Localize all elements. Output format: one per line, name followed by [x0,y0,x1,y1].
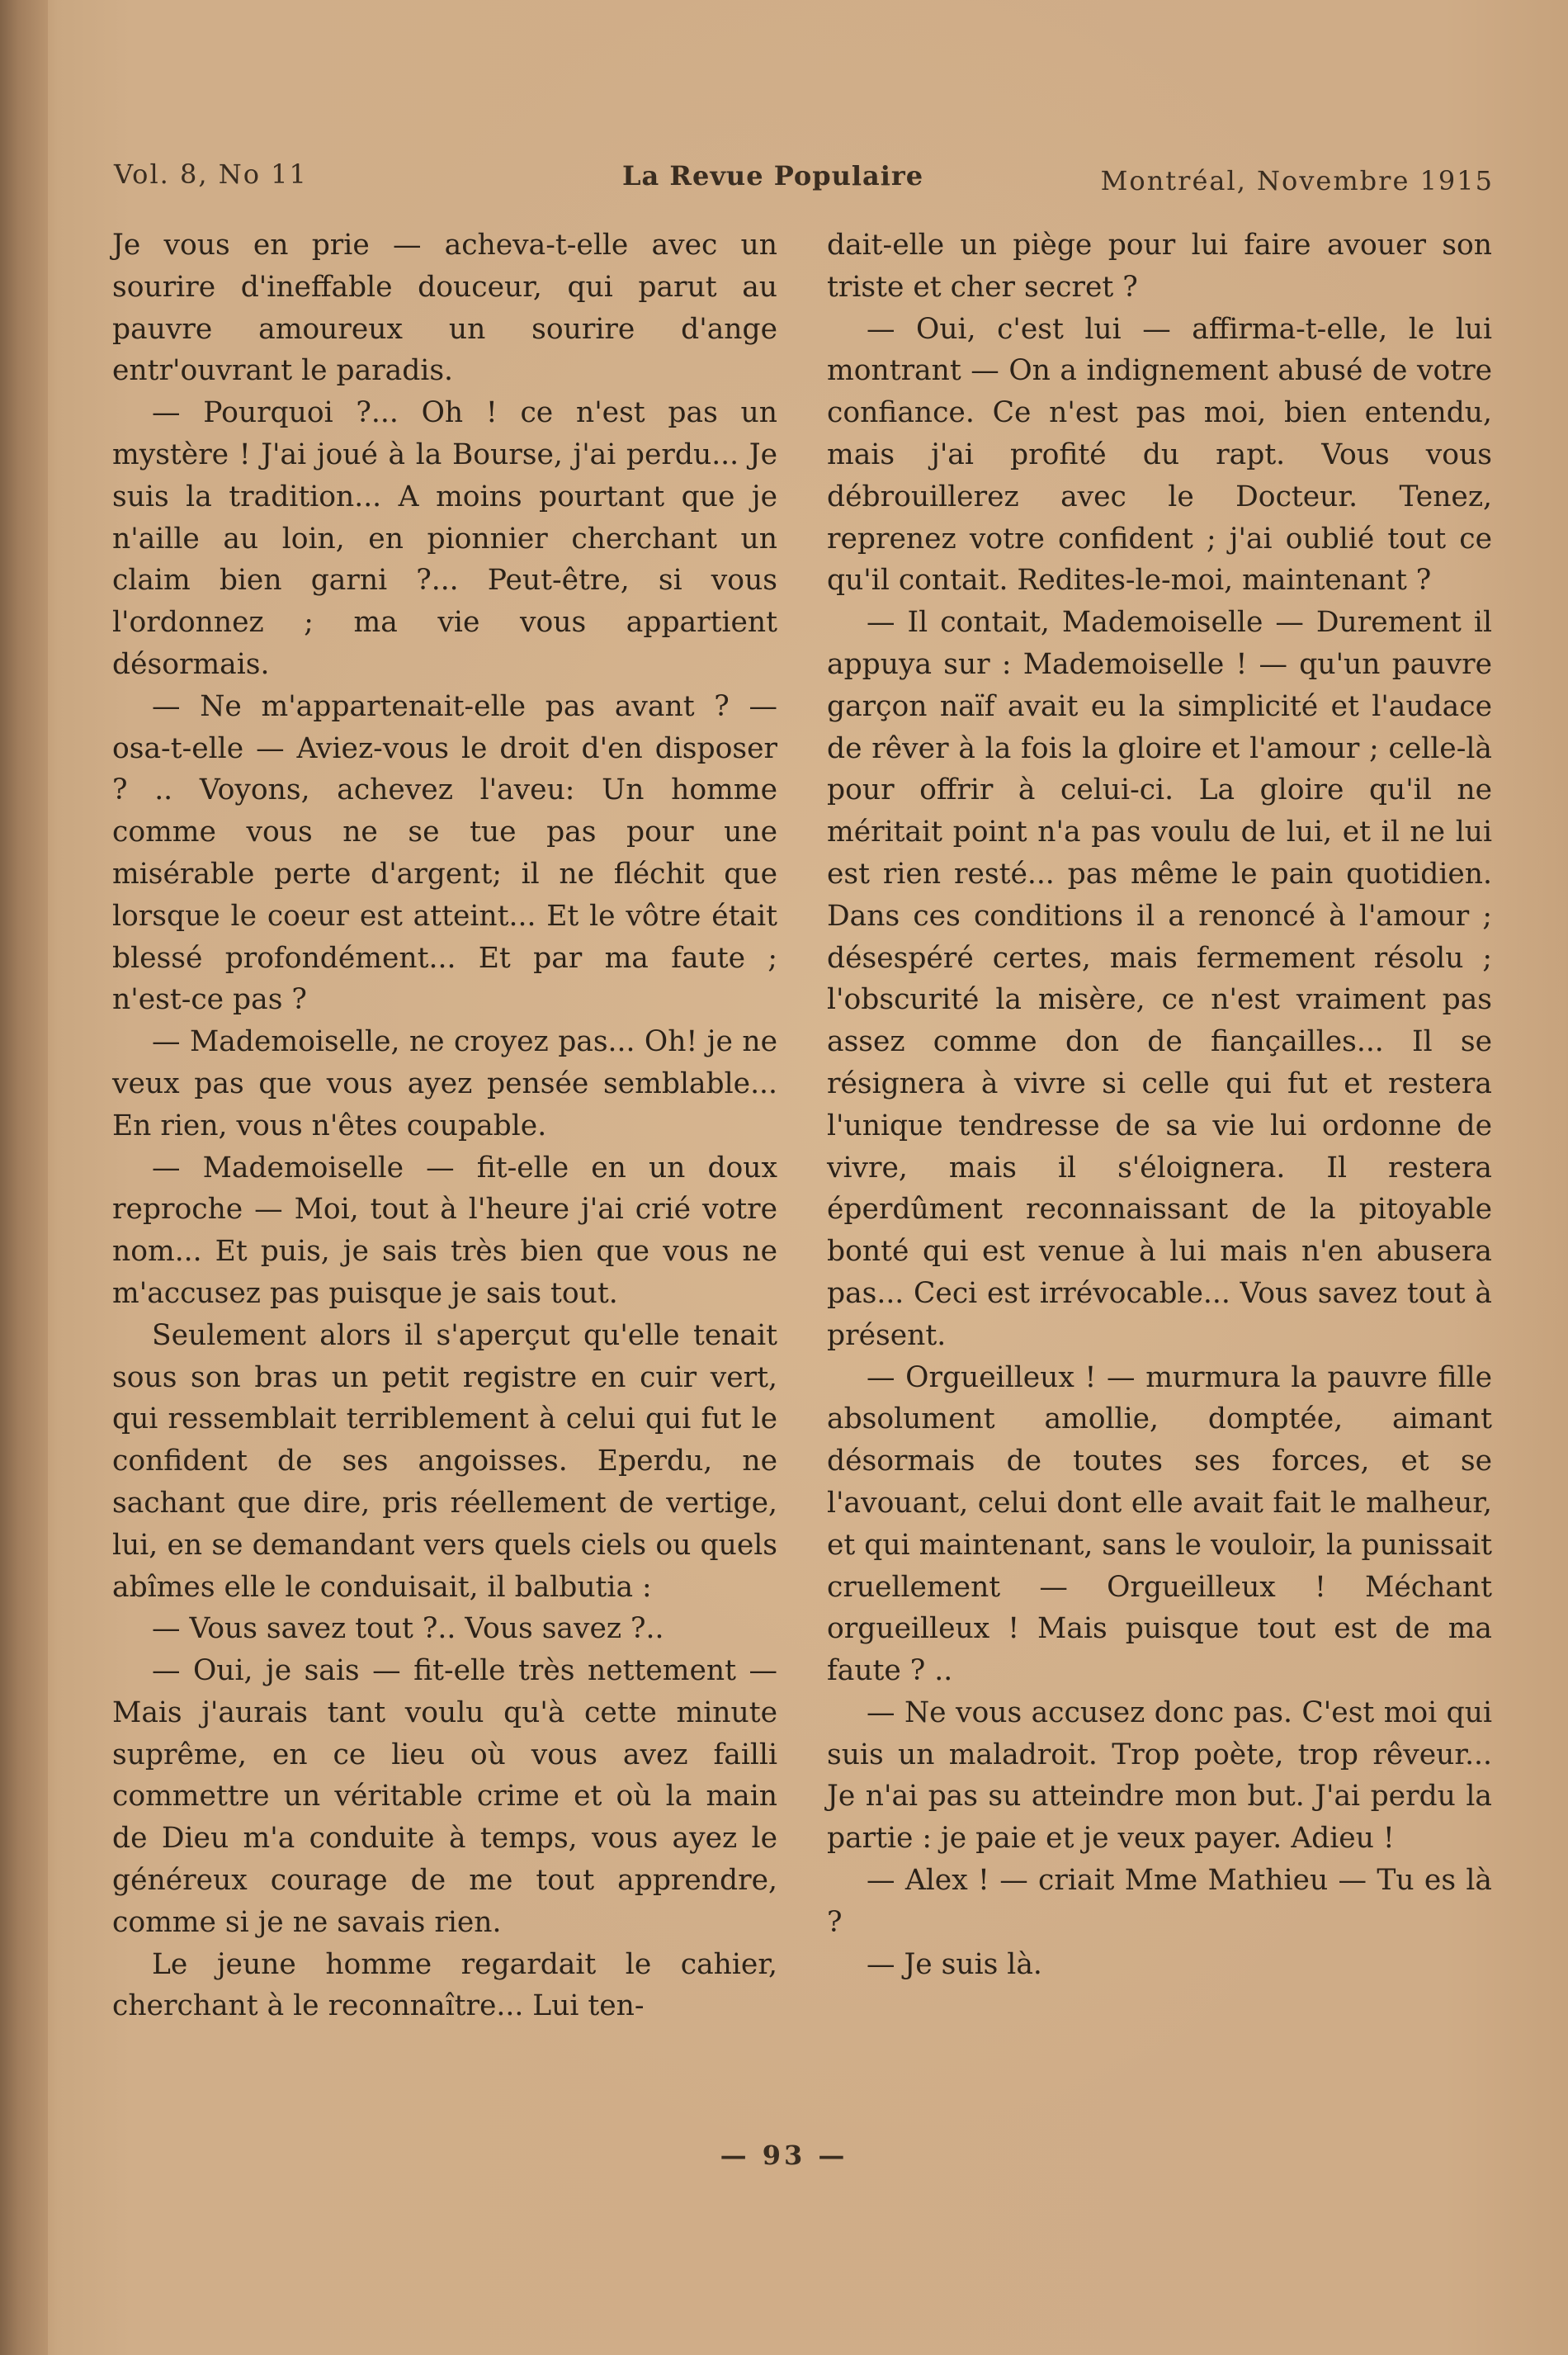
paragraph: — Ne m'appartenait-elle pas avant ? — osa-t-elle — Aviez-vous le droit d'en disposer ? .. Voyons, achevez l'aveu: Un homme comme vous ne se tue pas pour une misérable perte d'argent; il ne fléchit que lorsque le coeur est atteint... Et le vôtre était blessé profondément... Et par ma faute ; n'est-ce pas ? [112,689,777,1017]
paragraph: — Orgueilleux ! — murmura la pauvre fille absolument amollie, domptée, aimant désormais de toutes ses forces, et se l'avouant, celui dont elle avait fait le malheur, et qui maintenant, sans le vouloir, la punissait cruellement — Orgueilleux ! Méchant orgueilleux ! Mais puisque tout est de ma faute ? .. [827,1360,1492,1688]
paragraph: dait-elle un piège pour lui faire avouer son triste et cher secret ? [827,229,1492,304]
paragraph: — Ne vous accusez donc pas. C'est moi qui suis un maladroit. Trop poète, trop rêveur... Je n'ai pas su atteindre mon but. J'ai perdu la partie : je paie et je veux payer. Adieu ! [827,1695,1492,1856]
page-header [114,155,1494,201]
paragraph: — Mademoiselle, ne croyez pas... Oh! je ne veux pas que vous ayez pensée semblable... En rien, vous n'êtes coupable. [112,1025,777,1142]
paragraph: — Vous savez tout ?.. Vous savez ?.. [152,1612,664,1646]
right-column [827,225,1492,1985]
left-column [112,225,777,2027]
paragraph: Le jeune homme regardait le cahier, cherchant à le reconnaître... Lui ten- [112,1947,777,2023]
paragraph: — Mademoiselle — fit-elle en un doux reproche — Moi, tout à l'heure j'ai crié votre nom... Et puis, je sais très bien que vous ne m'accusez pas puisque je sais tout. [112,1151,777,1310]
paragraph: Seulement alors il s'aperçut qu'elle tenait sous son bras un petit registre en cuir vert, qui ressemblait terriblement à celui qui fut le confident de ses angoisses. Eperdu, ne sachant que dire, pris réellement de vertige, lui, en se demandant vers quels ciels ou quels abîmes elle le conduisait, il balbutia : [112,1318,777,1604]
paragraph: Je vous en prie — acheva-t-elle avec un sourire d'ineffable douceur, qui parut au pauvre amoureux un sourire d'ange entr'ouvrant le paradis. [112,229,777,388]
paragraph: — Je suis là. [867,1947,1042,1981]
paragraph: — Pourquoi ?... Oh ! ce n'est pas un mystère ! J'ai joué à la Bourse, j'ai perdu... Je suis la tradition... A moins pourtant que je n'aille au loin, en pionnier cherchant un claim bien garni ?... Peut-être, si vous l'ordonnez ; ma vie vous appartient désormais. [112,396,777,681]
page-spine-shadow [0,0,48,2355]
publication-title: La Revue Populaire [622,160,924,192]
paragraph: — Oui, c'est lui — affirma-t-elle, le lui montrant — On a indignement abusé de votre confiance. Ce n'est pas moi, bien entendu, mais j'ai profité du rapt. Vous vous débrouillerez avec le Docteur. Tenez, reprenez votre confident ; j'ai oublié tout ce qu'il contait. Redites-le-moi, maintenant ? [827,312,1492,598]
paragraph: — Il contait, Mademoiselle — Durement il appuya sur : Mademoiselle ! — qu'un pauvre garçon naïf avait eu la simplicité et l'audace de rêver à la fois la gloire et l'amour ; celle-là pour offrir à celui-ci. La gloire qu'il ne méritait point n'a pas voulu de lui, et il ne lui est rien resté... pas même le pain quotidien. Dans ces conditions il a renoncé à l'amour ; désespéré certes, mais fermement résolu ; l'obscurité la misère, ce n'est vraiment pas assez comme don de fiançailles... Il se résignera à vivre si celle qui fut et restera l'unique tendresse de sa vie lui ordonne de vivre, mais il s'éloignera. Il restera éperdûment reconnaissant de la pitoyable bonté qui est venue à lui mais n'en abusera pas... Ceci est irrévocable... Vous savez tout à présent. [827,606,1492,1352]
paragraph: — Oui, je sais — fit-elle très nettement — Mais j'aurais tant voulu qu'à cette minute suprême, en ce lieu où vous avez failli commettre un véritable crime et où la main de Dieu m'a conduite à temps, vous ayez le généreux courage de me tout apprendre, comme si je ne savais rien. [112,1654,777,1939]
volume-number: Vol. 8, No 11 [114,158,308,190]
publication-date: Montréal, Novembre 1915 [1100,165,1494,196]
page-number: — 93 — [720,2140,848,2171]
paragraph: — Alex ! — criait Mme Mathieu — Tu es là ? [827,1864,1492,1939]
